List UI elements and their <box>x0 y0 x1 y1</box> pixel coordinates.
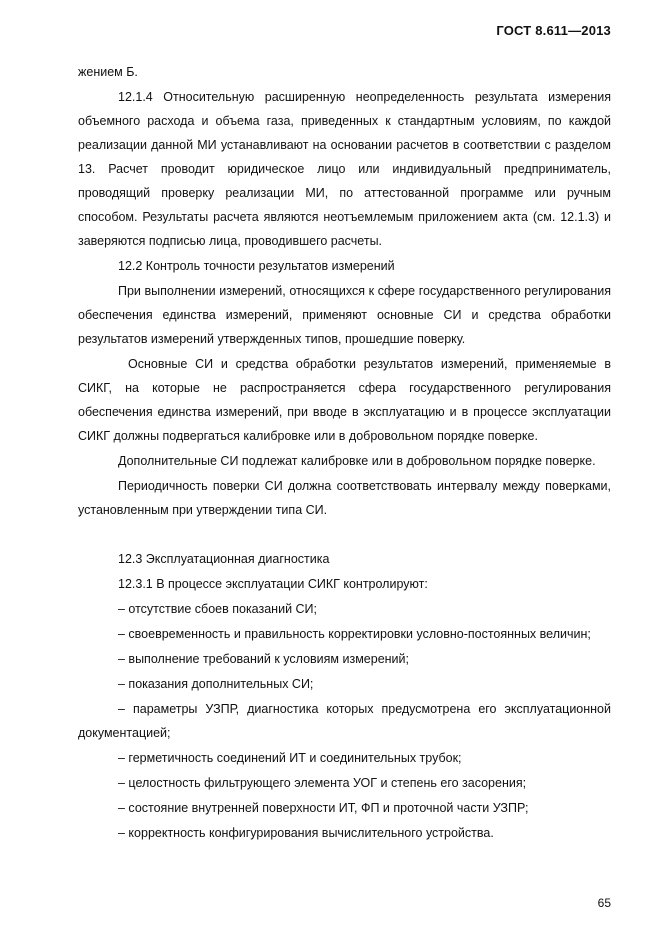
spacer <box>78 523 611 547</box>
document-header: ГОСТ 8.611—2013 <box>496 23 611 38</box>
paragraph-12-1-4: 12.1.4 Относительную расширенную неопределенность результата измерения объемного расхода и объема газа, приведенных к стандартным условиям, по каждой реализации данной МИ устанавливают на основании расчетов в соответствии с разделом 13. Расчет проводит юридическое лицо или индивидуальный предприниматель, проводящий проверку реализации МИ, по аттестованной программе или ручным способом. Результаты расчета являются неотъемлемым приложением акта (см. 12.1.3) и заверяются подписью лица, проводившего расчеты. <box>78 90 611 248</box>
paragraph-12-3-1: 12.3.1 В процессе эксплуатации СИКГ контролируют: <box>118 577 428 591</box>
list-item: – отсутствие сбоев показаний СИ; <box>118 602 318 616</box>
list-item: – своевременность и правильность корректировки условно-постоянных величин; <box>118 627 591 641</box>
section-heading-12-2: 12.2 Контроль точности результатов измерений <box>118 259 395 273</box>
paragraph: При выполнении измерений, относящихся к сфере государственного регулирования обеспечения единства измерений, применяют основные СИ и средства обработки результатов измерений утвержденных типов, прошедшие поверку. <box>78 284 611 346</box>
paragraph: Периодичность поверки СИ должна соответствовать интервалу между поверками, установленным при утверждении типа СИ. <box>78 479 611 517</box>
list-item: – состояние внутренней поверхности ИТ, ФП и проточной части УЗПР; <box>118 801 529 815</box>
list-item: – корректность конфигурирования вычислительного устройства. <box>118 826 494 840</box>
paragraph: Основные СИ и средства обработки результатов измерений, применяемые в СИКГ, на которые не распространяется сфера государственного регулирования обеспечения единства измерений, при вводе в эксплуатацию и в процессе эксплуатации СИКГ должны подвергаться калибровке или в добровольном порядке поверке. <box>78 357 611 443</box>
section-heading-12-3: 12.3 Эксплуатационная диагностика <box>118 552 330 566</box>
paragraph: Дополнительные СИ подлежат калибровке или в добровольном порядке поверке. <box>118 454 596 468</box>
list-item: – показания дополнительных СИ; <box>118 677 314 691</box>
list-item: – герметичность соединений ИТ и соединительных трубок; <box>118 751 462 765</box>
list-item: – параметры УЗПР, диагностика которых предусмотрена его эксплуатационной документацией; <box>78 702 611 740</box>
list-item: – выполнение требований к условиям измерений; <box>118 652 409 666</box>
document-body <box>78 60 611 846</box>
page-number: 65 <box>597 896 611 910</box>
paragraph-continuation: жением Б. <box>78 65 138 79</box>
list-item: – целостность фильтрующего элемента УОГ и степень его засорения; <box>118 776 527 790</box>
